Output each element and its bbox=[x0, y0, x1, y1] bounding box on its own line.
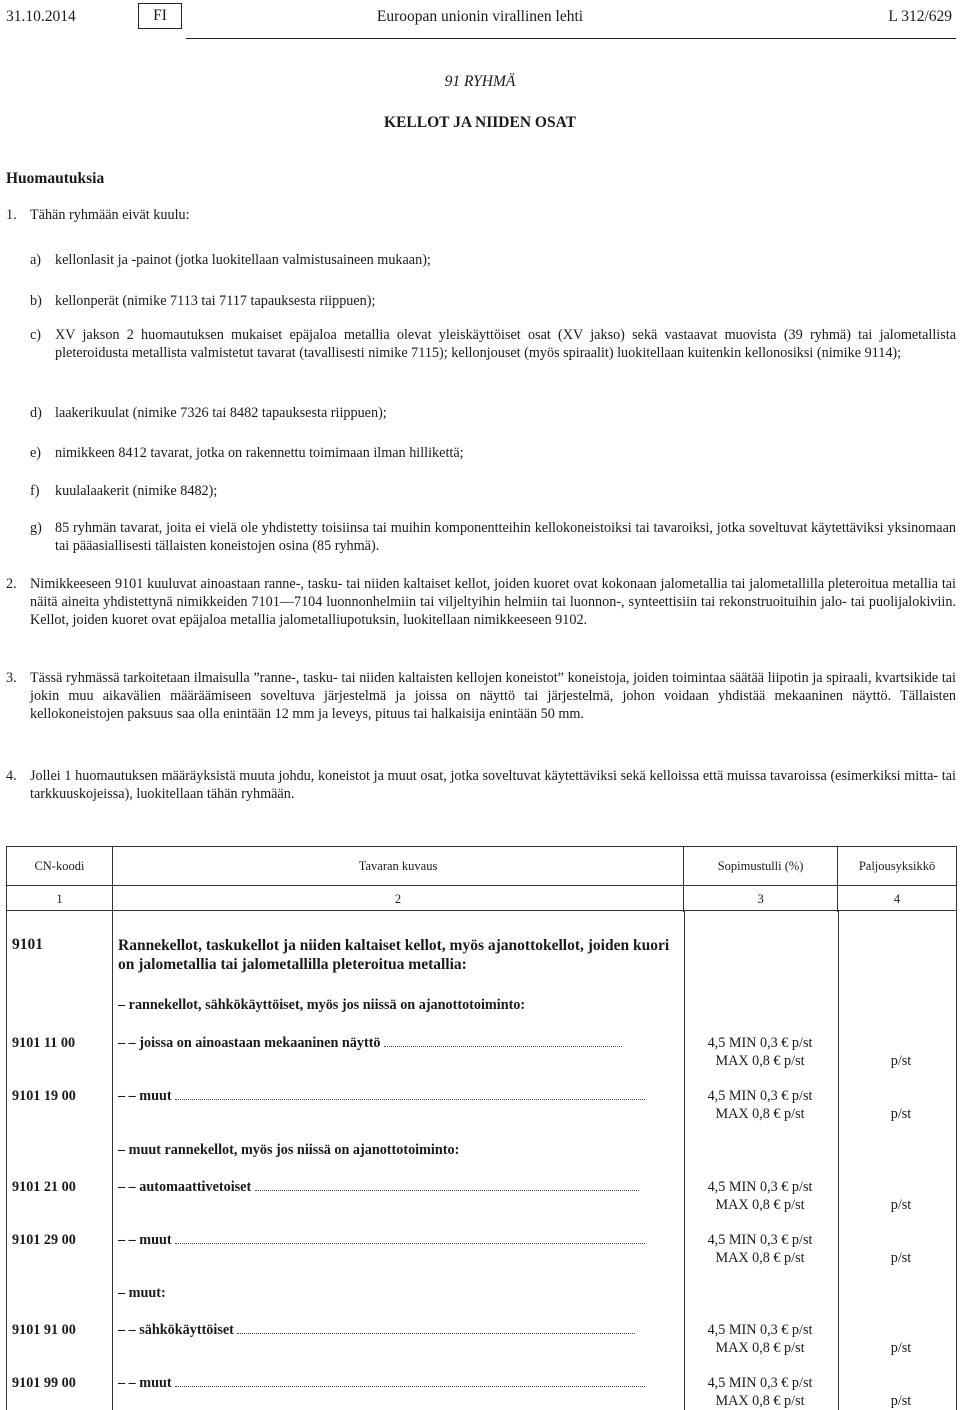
duty-rate-max: MAX 0,8 € p/st bbox=[715, 1393, 805, 1409]
supplementary-unit: p/st bbox=[890, 1250, 912, 1266]
leader-dots bbox=[237, 1323, 635, 1334]
item-description bbox=[118, 1178, 680, 1196]
table-column-divider bbox=[112, 910, 113, 1410]
subheading-text: – muut rannekellot, myös jos niissä on ajanottotoiminto: bbox=[118, 1142, 460, 1158]
column-number: 4 bbox=[838, 886, 957, 913]
journal-title: Euroopan unionin virallinen lehti bbox=[376, 8, 584, 25]
note-item-letter: d) bbox=[30, 405, 42, 421]
publication-date: 31.10.2014 bbox=[6, 8, 76, 25]
subheading-text: – muut: bbox=[118, 1285, 166, 1301]
chapter-title: KELLOT JA NIIDEN OSAT bbox=[384, 114, 576, 131]
duty-rate-min: 4,5 MIN 0,3 € p/st bbox=[707, 1232, 813, 1248]
tariff-table-header bbox=[6, 846, 957, 912]
duty-rate-max: MAX 0,8 € p/st bbox=[715, 1340, 805, 1356]
header-rule bbox=[186, 38, 956, 39]
item-description bbox=[118, 1087, 680, 1105]
cn-code: 9101 19 00 bbox=[12, 1088, 76, 1104]
note-item-letter: g) bbox=[30, 520, 42, 536]
column-number: 2 bbox=[112, 886, 683, 913]
cn-code: 9101 21 00 bbox=[12, 1179, 76, 1195]
page-reference: L 312/629 bbox=[888, 8, 952, 25]
note-item-letter: e) bbox=[30, 445, 42, 461]
duty-rate-max: MAX 0,8 € p/st bbox=[715, 1106, 805, 1122]
column-number: 1 bbox=[7, 886, 113, 913]
leader-dots bbox=[384, 1036, 622, 1047]
note-number: 3. bbox=[6, 670, 17, 686]
note-1-item-f: kuulalaakerit (nimike 8482); bbox=[55, 483, 218, 499]
table-body-top-rule bbox=[6, 910, 957, 911]
item-description-text: – – muut bbox=[118, 1088, 172, 1104]
table-column-divider bbox=[838, 910, 839, 1410]
supplementary-unit: p/st bbox=[890, 1106, 912, 1122]
leader-dots bbox=[255, 1180, 639, 1191]
table-column-divider bbox=[956, 910, 957, 1410]
item-description-text: – – muut bbox=[118, 1232, 172, 1248]
table-column-divider bbox=[684, 910, 685, 1410]
notes-heading: Huomautuksia bbox=[6, 170, 105, 187]
item-description bbox=[118, 1034, 680, 1052]
column-header-duty: Sopimustulli (%) bbox=[684, 847, 838, 886]
cn-code: 9101 99 00 bbox=[12, 1375, 76, 1391]
note-1-item-a: kellonlasit ja -painot (jotka luokitellaan valmistusaineen mukaan); bbox=[55, 252, 431, 268]
language-box: FI bbox=[138, 3, 182, 29]
note-item-letter: c) bbox=[30, 327, 42, 343]
column-header-cn-code: CN-koodi bbox=[7, 847, 113, 886]
note-1-item-g: 85 ryhmän tavarat, joita ei vielä ole yhdistetty toisiinsa tai muihin komponentteihin kellokoneistoiksi tai tavaroiksi, jotka soveltuvat käytettäviksi yksinomaan tai pääasiallisesti tällaisten koneistojen osina (85 ryhmä). bbox=[55, 520, 956, 554]
leader-dots bbox=[175, 1376, 645, 1387]
cn-code: 9101 11 00 bbox=[12, 1035, 76, 1051]
note-1-intro: Tähän ryhmään eivät kuulu: bbox=[30, 207, 190, 223]
duty-rate-min: 4,5 MIN 0,3 € p/st bbox=[707, 1375, 813, 1391]
note-1-item-c: XV jakson 2 huomautuksen mukaiset epäjaloa metallia olevat yleiskäyttöiset osat (XV jakso) sekä vastaavat muovista (39 ryhmä) tai jalometallista pleteroidusta metallista valmistetut tavarat (tavallisesti nimike 7115); kellonjouset (myös spiraalit) luokitellaan kuitenkin kellonosiksi (nimike 9114); bbox=[55, 327, 956, 361]
note-item-letter: b) bbox=[30, 293, 42, 309]
item-description-text: – – automaattivetoiset bbox=[118, 1179, 252, 1195]
column-header-description: Tavaran kuvaus bbox=[112, 847, 683, 886]
journal-header bbox=[0, 0, 960, 40]
item-description bbox=[118, 1321, 680, 1339]
supplementary-unit: p/st bbox=[890, 1393, 912, 1409]
cn-code: 9101 29 00 bbox=[12, 1232, 76, 1248]
item-description-text: – – sähkökäyttöiset bbox=[118, 1322, 234, 1338]
duty-rate-min: 4,5 MIN 0,3 € p/st bbox=[707, 1179, 813, 1195]
leader-dots bbox=[175, 1089, 645, 1100]
supplementary-unit: p/st bbox=[890, 1053, 912, 1069]
table-column-divider bbox=[6, 910, 7, 1410]
chapter-group: 91 RYHMÄ bbox=[444, 73, 516, 90]
note-number: 1. bbox=[6, 207, 17, 223]
supplementary-unit: p/st bbox=[890, 1197, 912, 1213]
subheading-text: – rannekellot, sähkökäyttöiset, myös jos niissä on ajanottotoiminto: bbox=[118, 997, 526, 1013]
note-number: 4. bbox=[6, 768, 17, 784]
note-1-item-d: laakerikuulat (nimike 7326 tai 8482 tapauksesta riippuen); bbox=[55, 405, 387, 421]
cn-code: 9101 91 00 bbox=[12, 1322, 76, 1338]
heading-code: 9101 bbox=[12, 936, 43, 953]
note-2-text: Nimikkeeseen 9101 kuuluvat ainoastaan ranne-, tasku- tai niiden kaltaiset kellot, joiden kuoret ovat kokonaan jalometallia tai jalometallilla pleteroitua metallia tai näitä aineita yhdistettynä nimikkeiden 7101—7104 luonnonhelmiin tai viljeltyihin helmiin tai luonnon-, synteettisiin tai rekonstruoituihin jalo- tai puolijalokiviin. Kellot, joiden kuoret ovat epäjaloa metallia jalometalliupotuksin, luokitellaan nimikkeeseen 9102. bbox=[30, 576, 956, 628]
duty-rate-max: MAX 0,8 € p/st bbox=[715, 1250, 805, 1266]
note-3-text: Tässä ryhmässä tarkoitetaan ilmaisulla ”ranne-, tasku- tai niiden kaltaisten kellojen koneistot” koneistoja, joiden toimintaa säätää liipotin ja spiraali, kvartsikide tai jokin muu aikavälien määräämiseen soveltuva järjestelmä ja joissa on näyttö tai järjestelmä, johon voidaan yhdistää mekaaninen näyttö. Tällaisten kellokoneistojen paksuus saa olla enintään 12 mm ja leveys, pituus tai halkaisija enintään 50 mm. bbox=[30, 670, 956, 722]
duty-rate-max: MAX 0,8 € p/st bbox=[715, 1053, 805, 1069]
note-number: 2. bbox=[6, 576, 17, 592]
duty-rate-max: MAX 0,8 € p/st bbox=[715, 1197, 805, 1213]
item-description-text: – – joissa on ainoastaan mekaaninen näyttö bbox=[118, 1035, 381, 1051]
item-description bbox=[118, 1374, 680, 1392]
duty-rate-min: 4,5 MIN 0,3 € p/st bbox=[707, 1035, 813, 1051]
item-description bbox=[118, 1231, 680, 1249]
note-1-item-e: nimikkeen 8412 tavarat, jotka on rakennettu toimimaan ilman hillikettä; bbox=[55, 445, 464, 461]
heading-description: Rannekellot, taskukellot ja niiden kaltaiset kellot, myös ajanottokellot, joiden kuori on jalometallia tai jalometallilla pleteroitua metallia: bbox=[118, 937, 670, 973]
column-number: 3 bbox=[684, 886, 838, 913]
supplementary-unit: p/st bbox=[890, 1340, 912, 1356]
note-4-text: Jollei 1 huomautuksen määräyksistä muuta johdu, koneistot ja muut osat, jotka soveltuvat käytettäviksi sekä kelloissa että muissa tavaroissa (esimerkiksi mitta- tai tarkkuuskojeissa), luokitellaan tähän ryhmään. bbox=[30, 768, 956, 802]
note-item-letter: a) bbox=[30, 252, 42, 268]
item-description-text: – – muut bbox=[118, 1375, 172, 1391]
note-item-letter: f) bbox=[30, 483, 40, 499]
duty-rate-min: 4,5 MIN 0,3 € p/st bbox=[707, 1322, 813, 1338]
note-1-item-b: kellonperät (nimike 7113 tai 7117 tapauksesta riippuen); bbox=[55, 293, 376, 309]
duty-rate-min: 4,5 MIN 0,3 € p/st bbox=[707, 1088, 813, 1104]
column-header-unit: Paljousyksikkö bbox=[838, 847, 957, 886]
leader-dots bbox=[175, 1233, 645, 1244]
tariff-table-body bbox=[6, 910, 957, 1410]
